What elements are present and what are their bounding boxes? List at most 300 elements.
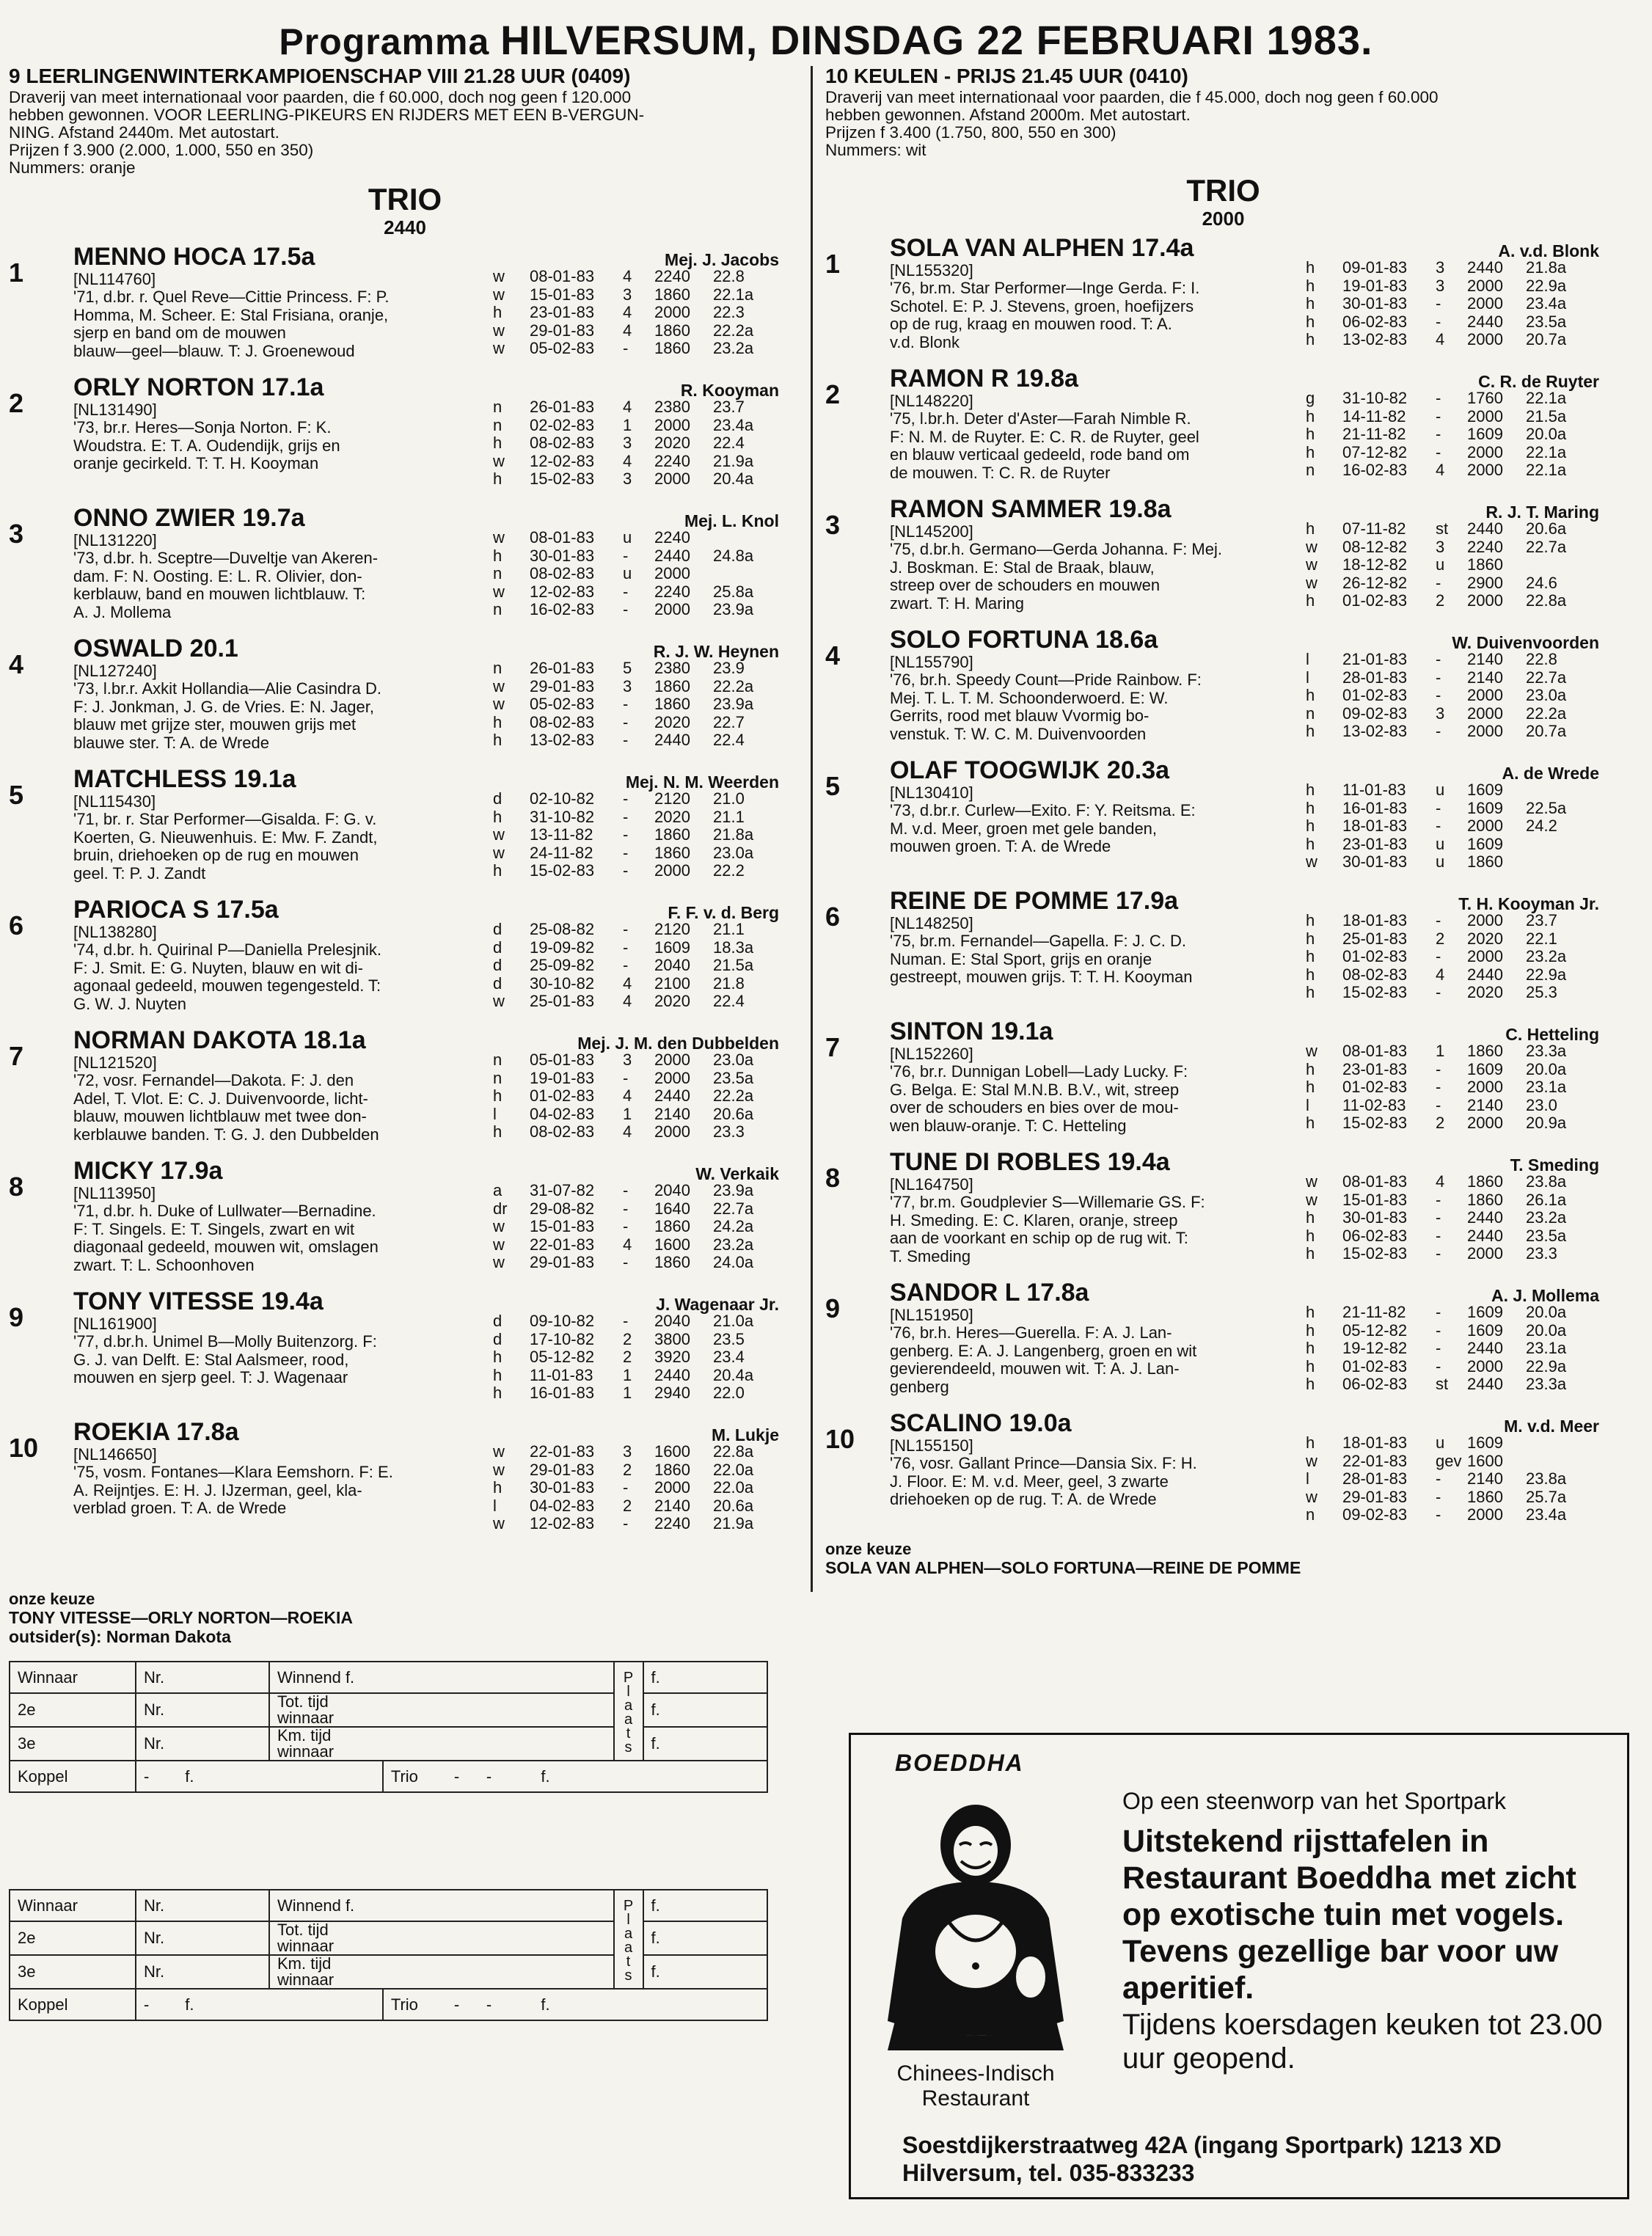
run-time: 22.8a xyxy=(1526,591,1567,610)
run-date: 05-02-83 xyxy=(530,339,595,357)
run-date: 18-01-83 xyxy=(1342,816,1408,835)
run-track: w xyxy=(1306,1451,1317,1470)
run-row xyxy=(493,1087,786,1106)
horse-description-line: blauw met grijze ster, mouwen grijs met xyxy=(73,715,357,734)
run-date: 29-01-83 xyxy=(1342,1487,1408,1506)
run-place: - xyxy=(1436,1469,1441,1488)
horse-description-line: '76, br.h. Speedy Count—Pride Rainbow. F: xyxy=(890,671,1202,689)
run-date: 09-02-83 xyxy=(1342,1505,1408,1524)
run-time: 21.1 xyxy=(713,920,745,938)
form-koppel-field[interactable] xyxy=(136,1989,383,2020)
run-date: 19-01-83 xyxy=(1342,276,1408,295)
horse-description-line: bruin, driehoeken op de rug en mouwen xyxy=(73,846,359,864)
horse-description-line: '74, d.br. h. Quirinal P—Daniella Prelesjnik. xyxy=(73,940,381,959)
run-time: 20.0a xyxy=(1526,1059,1567,1078)
run-distance: 2040 xyxy=(654,1312,690,1330)
form-label[interactable] xyxy=(269,1955,614,1989)
horse-entry xyxy=(825,626,1621,756)
run-time: 20.0a xyxy=(1526,425,1567,443)
buddha-figure-icon xyxy=(873,1794,1078,2058)
horse-number: 8 xyxy=(825,1163,841,1193)
horse-code: [NL146650] xyxy=(73,1445,157,1464)
run-distance: 2020 xyxy=(654,992,690,1010)
form-dash: - xyxy=(486,1995,492,2014)
run-row xyxy=(1306,1114,1599,1133)
horse-code: [NL113950] xyxy=(73,1184,156,1202)
run-time: 23.9 xyxy=(713,659,745,677)
run-distance: 1860 xyxy=(654,676,690,695)
horse-name: PARIOCA S 17.5a xyxy=(73,896,279,924)
race-9-horse-list xyxy=(9,243,801,1549)
race-9-keuze xyxy=(9,1590,353,1646)
run-distance: 2000 xyxy=(1467,1244,1503,1263)
horse-description-line: streep over de schouders en mouwen xyxy=(890,576,1161,594)
run-distance: 2440 xyxy=(654,1365,690,1384)
form-trio-field[interactable] xyxy=(383,1989,767,2020)
run-date: 15-02-83 xyxy=(530,470,595,488)
run-place: 3 xyxy=(623,434,632,452)
run-date: 30-01-83 xyxy=(530,546,595,565)
horse-description-line: gestreept, mouwen grijs. T: T. H. Kooyman xyxy=(890,968,1193,986)
horse-number: 1 xyxy=(825,249,841,279)
run-date: 01-02-83 xyxy=(1342,591,1408,610)
run-distance: 2240 xyxy=(1467,537,1503,556)
run-time: 20.4a xyxy=(713,470,754,488)
horse-info xyxy=(73,243,484,360)
run-distance: 2140 xyxy=(1467,1469,1503,1488)
run-distance: 2440 xyxy=(1467,1226,1503,1245)
run-place: u xyxy=(1436,781,1445,799)
run-row xyxy=(1306,817,1599,836)
run-time: 21.5a xyxy=(1526,406,1567,425)
run-distance: 1860 xyxy=(1467,852,1503,871)
form-winnaar-sub: winnaar xyxy=(277,1742,335,1761)
form-label[interactable] xyxy=(269,1727,614,1761)
run-row xyxy=(1306,390,1599,408)
horse-recent-runs xyxy=(493,268,786,358)
run-place: 3 xyxy=(623,676,632,695)
horse-info xyxy=(890,626,1301,743)
horse-recent-runs xyxy=(493,1443,786,1533)
run-distance: 1860 xyxy=(654,1460,690,1479)
run-distance: 2240 xyxy=(654,451,690,470)
run-place: - xyxy=(1436,425,1441,443)
horse-entry xyxy=(9,635,801,765)
horse-code: [NL148220] xyxy=(890,392,973,410)
run-distance: 2440 xyxy=(654,731,690,749)
race-desc-line: hebben gewonnen. Afstand 2000m. Met autostart. xyxy=(825,106,1191,124)
form-koppel-field[interactable] xyxy=(136,1761,383,1792)
run-track: h xyxy=(1306,1078,1315,1096)
horse-driver: Mej. J. M. den Dubbelden xyxy=(577,1034,779,1053)
run-track: w xyxy=(493,321,505,340)
horse-info xyxy=(890,756,1301,856)
run-distance: 1600 xyxy=(1467,1451,1503,1470)
horse-driver: R. J. T. Maring xyxy=(1485,503,1599,522)
run-time: 22.2 xyxy=(713,861,745,880)
horse-recent-runs xyxy=(493,1312,786,1403)
run-time: 22.8a xyxy=(713,1442,754,1461)
form-f: f. xyxy=(541,1995,550,2014)
run-track: h xyxy=(1306,1320,1315,1340)
run-time: 23.7 xyxy=(1526,911,1557,929)
run-date: 12-02-83 xyxy=(530,451,595,470)
horse-info xyxy=(73,1026,484,1144)
keuze-value: SOLA VAN ALPHEN—SOLO FORTUNA—REINE DE POMME xyxy=(825,1558,1301,1577)
run-distance: 2020 xyxy=(654,434,690,452)
run-place: 3 xyxy=(623,470,632,488)
run-row xyxy=(1306,1245,1599,1263)
run-distance: 2000 xyxy=(654,1122,690,1141)
run-date: 08-01-83 xyxy=(1342,1172,1408,1191)
run-row xyxy=(1306,1506,1599,1524)
run-time: 22.1a xyxy=(713,285,754,304)
run-time: 23.2a xyxy=(713,339,754,357)
horse-number: 6 xyxy=(825,902,841,932)
run-distance: 2240 xyxy=(654,267,690,285)
run-date: 22-01-83 xyxy=(530,1235,595,1254)
run-date: 24-11-82 xyxy=(530,843,593,862)
horse-description-line: J. Floor. E: M. v.d. Meer, geel, 3 zwarte xyxy=(890,1472,1169,1491)
column-divider xyxy=(811,66,813,1592)
horse-code: [NL115430] xyxy=(73,792,156,811)
run-row xyxy=(1306,461,1599,480)
run-distance: 1609 xyxy=(1467,781,1503,799)
horse-name: OSWALD 20.1 xyxy=(73,635,238,662)
run-time: 22.8 xyxy=(1526,650,1557,668)
run-distance: 2000 xyxy=(1467,442,1503,461)
run-distance: 1860 xyxy=(654,695,690,713)
run-time: 23.2a xyxy=(713,1235,754,1254)
run-place: 2 xyxy=(623,1496,632,1515)
run-row xyxy=(493,547,786,566)
run-place: st xyxy=(1436,1375,1449,1393)
form-label: Winnaar xyxy=(10,1890,136,1921)
run-date: 29-01-83 xyxy=(530,1460,595,1479)
form-label[interactable]: f. xyxy=(643,1662,767,1693)
horse-description-line: G. J. van Delft. E: Stal Aalsmeer, rood, xyxy=(73,1350,349,1369)
run-date: 19-12-82 xyxy=(1342,1339,1408,1357)
horse-entry xyxy=(825,1409,1621,1540)
horse-description-line: '76, br.m. Star Performer—Inge Gerda. F: I. xyxy=(890,279,1200,297)
run-date: 21-01-83 xyxy=(1342,650,1408,668)
run-track: h xyxy=(1306,1208,1315,1227)
run-row xyxy=(1306,1078,1599,1097)
horse-recent-runs xyxy=(1306,520,1599,610)
run-distance: 1609 xyxy=(1467,834,1503,853)
run-track: h xyxy=(493,712,502,731)
run-row xyxy=(493,678,786,696)
horse-description-line: T. Smeding xyxy=(890,1246,971,1265)
run-track: w xyxy=(493,695,505,713)
run-place: - xyxy=(1436,294,1441,313)
run-row xyxy=(493,695,786,714)
horse-entry xyxy=(9,373,801,504)
horse-description-line: '73, d.br. h. Sceptre—Duveltje van Akeren- xyxy=(73,549,379,567)
horse-description-line: F: T. Singels. E: T. Singels, zwart en wit xyxy=(73,1219,355,1238)
race-9-header: 9 LEERLINGENWINTERKAMPIOENSCHAP VIII 21.28 UUR (0409) xyxy=(9,65,631,87)
horse-code: [NL131490] xyxy=(73,401,157,419)
run-distance: 2000 xyxy=(1467,911,1503,929)
horse-description-line: kerblauw, band en mouwen lichtblauw. T: xyxy=(73,585,366,603)
run-time: 24.6 xyxy=(1526,573,1557,592)
run-distance: 2000 xyxy=(654,1068,690,1087)
run-place: - xyxy=(1436,816,1441,835)
run-distance: 2140 xyxy=(1467,1095,1503,1114)
run-place: - xyxy=(1436,389,1441,407)
run-time: 23.2a xyxy=(1526,947,1567,965)
run-time: 22.1a xyxy=(1526,461,1567,479)
run-date: 15-02-83 xyxy=(1342,983,1408,1001)
run-track: h xyxy=(1306,1356,1315,1375)
run-row xyxy=(493,826,786,844)
horse-number: 10 xyxy=(825,1424,855,1454)
run-distance: 2440 xyxy=(1467,1208,1503,1227)
run-place: - xyxy=(623,600,629,618)
run-distance: 1860 xyxy=(654,285,690,304)
horse-info xyxy=(73,896,484,1013)
horse-code: [NL164750] xyxy=(890,1175,973,1194)
form-label[interactable]: f. xyxy=(643,1921,767,1955)
run-track: h xyxy=(1306,406,1315,425)
run-row xyxy=(493,1461,786,1480)
run-track: w xyxy=(1306,1172,1317,1191)
ad-address-line: Soestdijkerstraatweg 42A (ingang Sportpark) 1213 XD xyxy=(902,2132,1502,2158)
run-place: u xyxy=(623,564,632,582)
run-track: d xyxy=(493,973,502,993)
horse-driver: Mej. J. Jacobs xyxy=(665,250,779,269)
run-row xyxy=(493,1367,786,1385)
form-label[interactable]: Nr. xyxy=(136,1890,269,1921)
run-date: 09-02-83 xyxy=(1342,704,1408,723)
run-row xyxy=(1306,1191,1599,1210)
run-row xyxy=(1306,425,1599,444)
run-time: 21.9a xyxy=(713,1514,754,1532)
run-track: h xyxy=(493,434,502,452)
run-distance: 2440 xyxy=(1467,1375,1503,1393)
horse-description-line: blauw—geel—blauw. T: J. Groenewoud xyxy=(73,341,355,360)
horse-recent-runs xyxy=(493,529,786,619)
run-track: h xyxy=(1306,686,1315,704)
run-row xyxy=(1306,1470,1599,1488)
run-time: 23.4a xyxy=(713,415,754,434)
horse-description-line: v.d. Blonk xyxy=(890,332,960,351)
horse-description-line: '75, d.br.h. Germano—Gerda Johanna. F: Mej. xyxy=(890,540,1222,558)
run-row xyxy=(1306,853,1599,872)
horse-entry xyxy=(9,1418,801,1549)
run-distance: 2000 xyxy=(1467,1356,1503,1375)
run-time: 23.3a xyxy=(1526,1042,1567,1060)
run-track: dr xyxy=(493,1199,508,1218)
horse-entry xyxy=(825,1017,1621,1148)
horse-name: SINTON 19.1a xyxy=(890,1017,1053,1045)
run-time: 23.4a xyxy=(1526,1505,1567,1524)
horse-entry xyxy=(825,234,1621,365)
form-winnaar-sub: winnaar xyxy=(277,1970,335,1989)
run-place: 4 xyxy=(1436,1172,1445,1191)
ad-main-text: Uitstekend rijsttafelen in Restaurant Boeddha met zicht op exotische tuin met vogels. Tevens gezellige bar voor uw aperitief. xyxy=(1122,1824,1576,2006)
run-place: 4 xyxy=(1436,461,1445,479)
horse-entry xyxy=(9,1287,801,1418)
run-row xyxy=(493,1497,786,1516)
run-distance: 2040 xyxy=(654,956,690,974)
run-date: 07-11-82 xyxy=(1342,519,1406,538)
run-place: 4 xyxy=(623,398,632,416)
race-10-column xyxy=(825,65,1621,1577)
form-dash: - xyxy=(486,1766,492,1786)
run-date: 15-01-83 xyxy=(530,285,595,304)
race-10-header: 10 KEULEN - PRIJS 21.45 UUR (0410) xyxy=(825,65,1188,87)
horse-driver: R. J. W. Heynen xyxy=(653,642,779,661)
run-place: 2 xyxy=(1436,591,1445,610)
form-label[interactable]: Winnend f. xyxy=(269,1890,614,1921)
run-time: 21.0 xyxy=(713,789,745,808)
run-track: w xyxy=(493,825,505,844)
keuze-value: TONY VITESSE—ORLY NORTON—ROEKIA xyxy=(9,1608,354,1627)
run-distance: 2440 xyxy=(1467,965,1503,984)
horse-code: [NL148250] xyxy=(890,914,973,932)
run-row xyxy=(1306,556,1599,574)
run-place: - xyxy=(1436,1356,1441,1375)
horse-code: [NL138280] xyxy=(73,923,157,941)
horse-entry xyxy=(9,243,801,373)
run-row xyxy=(493,939,786,957)
horse-description-line: dam. F: N. Oosting. E: L. R. Olivier, don- xyxy=(73,566,362,585)
run-time: 22.9a xyxy=(1526,276,1567,295)
run-date: 01-02-83 xyxy=(1342,947,1408,965)
run-place: 1 xyxy=(623,1104,632,1123)
horse-description-line: aan de voorkant en schip op de rug wit. T: xyxy=(890,1229,1188,1247)
form-winnaar-sub: winnaar xyxy=(277,1709,335,1727)
run-time: 22.1a xyxy=(1526,442,1567,461)
run-date: 09-10-82 xyxy=(530,1312,595,1330)
run-place: - xyxy=(1436,1208,1441,1227)
run-place: - xyxy=(623,1478,629,1497)
form-label[interactable]: Nr. xyxy=(136,1921,269,1955)
run-track: h xyxy=(1306,276,1315,295)
run-distance: 1860 xyxy=(654,825,690,844)
horse-code: [NL161900] xyxy=(73,1315,157,1333)
run-place: - xyxy=(1436,406,1441,425)
run-row xyxy=(1306,1304,1599,1322)
horse-info xyxy=(890,234,1301,351)
run-place: 4 xyxy=(623,1235,632,1254)
form-label[interactable]: Nr. xyxy=(136,1955,269,1989)
horse-name: RAMON SAMMER 19.8a xyxy=(890,495,1172,523)
run-time: 23.3 xyxy=(1526,1244,1557,1263)
run-date: 01-02-83 xyxy=(1342,1356,1408,1375)
run-distance: 1760 xyxy=(1467,389,1503,407)
race-10-horse-list xyxy=(825,234,1621,1540)
form-label[interactable]: f. xyxy=(643,1693,767,1727)
ad-caption-line: Restaurant xyxy=(921,2086,1030,2111)
run-distance: 2000 xyxy=(1467,591,1503,610)
form-label[interactable]: Nr. xyxy=(136,1727,269,1761)
run-place: - xyxy=(1436,1190,1441,1209)
horse-info xyxy=(890,1017,1301,1135)
form-label[interactable]: Nr. xyxy=(136,1662,269,1693)
run-time: 22.4 xyxy=(713,731,745,749)
horse-number: 5 xyxy=(9,780,24,810)
ad-caption xyxy=(873,2061,1078,2111)
run-row xyxy=(1306,313,1599,332)
run-date: 12-02-83 xyxy=(530,1514,595,1532)
run-place: - xyxy=(623,920,629,938)
form-label[interactable] xyxy=(269,1693,614,1727)
form-label[interactable]: Winnend f. xyxy=(269,1662,614,1693)
race-desc-line: Draverij van meet internationaal voor paarden, die f 45.000, doch nog geen f 60.000 xyxy=(825,88,1439,106)
run-distance: 1609 xyxy=(1467,425,1503,443)
run-distance: 1860 xyxy=(654,321,690,340)
horse-description-line: Gerrits, rood met blauw Vvormig bo- xyxy=(890,706,1150,725)
run-track: w xyxy=(493,1514,505,1532)
run-place: - xyxy=(1436,983,1441,1001)
run-place: 4 xyxy=(623,992,632,1010)
form-label[interactable] xyxy=(269,1921,614,1955)
run-date: 02-10-82 xyxy=(530,789,595,808)
run-track: d xyxy=(493,938,502,957)
run-distance: 2000 xyxy=(654,600,690,618)
horse-description-line: '73, br.r. Heres—Sonja Norton. F: K. xyxy=(73,418,332,436)
run-time: 20.0a xyxy=(1526,1320,1567,1340)
horse-driver: Mej. L. Knol xyxy=(684,511,779,530)
run-track: h xyxy=(1306,1339,1315,1357)
run-distance: 1860 xyxy=(1467,1190,1503,1209)
run-row xyxy=(493,286,786,304)
run-track: h xyxy=(493,1478,502,1497)
run-row xyxy=(493,601,786,619)
form-label[interactable]: f. xyxy=(643,1890,767,1921)
horse-description-line: blauw, mouwen lichtblauw met twee don- xyxy=(73,1107,367,1125)
horse-description-line: '71, d.br. h. Duke of Lullwater—Bernadine. xyxy=(73,1202,376,1220)
horse-description-line: A. J. Mollema xyxy=(73,602,172,621)
form-trio-field[interactable] xyxy=(383,1761,767,1792)
title-prefix: Programma xyxy=(279,21,501,62)
run-row xyxy=(1306,1209,1599,1227)
horse-description-line: Mej. T. L. T. M. Schoonderwoerd. E: W. xyxy=(890,688,1169,707)
run-row xyxy=(1306,984,1599,1002)
form-label[interactable]: f. xyxy=(643,1955,767,1989)
horse-description-line: '77, d.br.h. Unimel B—Molly Buitenzorg. F: xyxy=(73,1332,377,1351)
horse-name: ROEKIA 17.8a xyxy=(73,1418,239,1446)
form-plaats-label: Plaats xyxy=(614,1890,643,1989)
horse-description-line: zwart. T: L. Schoonhoven xyxy=(73,1255,255,1274)
horse-description-line: '71, d.br. r. Quel Reve—Cittie Princess. F: P. xyxy=(73,288,390,306)
run-place: 4 xyxy=(1436,330,1445,348)
ad-subheading: Op een steenworp van het Sportpark xyxy=(1122,1788,1506,1814)
run-distance: 2140 xyxy=(1467,668,1503,687)
run-place: 4 xyxy=(1436,965,1445,984)
form-label[interactable]: Nr. xyxy=(136,1693,269,1727)
run-date: 31-07-82 xyxy=(530,1181,595,1199)
run-track: w xyxy=(493,1217,505,1235)
run-time: 22.2a xyxy=(713,321,754,340)
run-date: 26-12-82 xyxy=(1342,573,1408,592)
run-row xyxy=(1306,1042,1599,1061)
horse-number: 10 xyxy=(9,1433,39,1463)
race-desc-line: Prijzen f 3.900 (2.000, 1.000, 550 en 350) xyxy=(9,141,314,159)
run-track: h xyxy=(1306,816,1315,835)
horse-number: 4 xyxy=(825,640,841,671)
horse-driver: C. Hetteling xyxy=(1505,1025,1599,1044)
run-date: 19-01-83 xyxy=(530,1068,595,1087)
horse-name: SCALINO 19.0a xyxy=(890,1409,1072,1437)
horse-number: 3 xyxy=(9,519,24,549)
form-winnaar-sub: winnaar xyxy=(277,1937,335,1955)
run-time: 22.2a xyxy=(713,676,754,695)
form-label[interactable]: f. xyxy=(643,1727,767,1761)
run-date: 16-01-83 xyxy=(530,1384,595,1402)
